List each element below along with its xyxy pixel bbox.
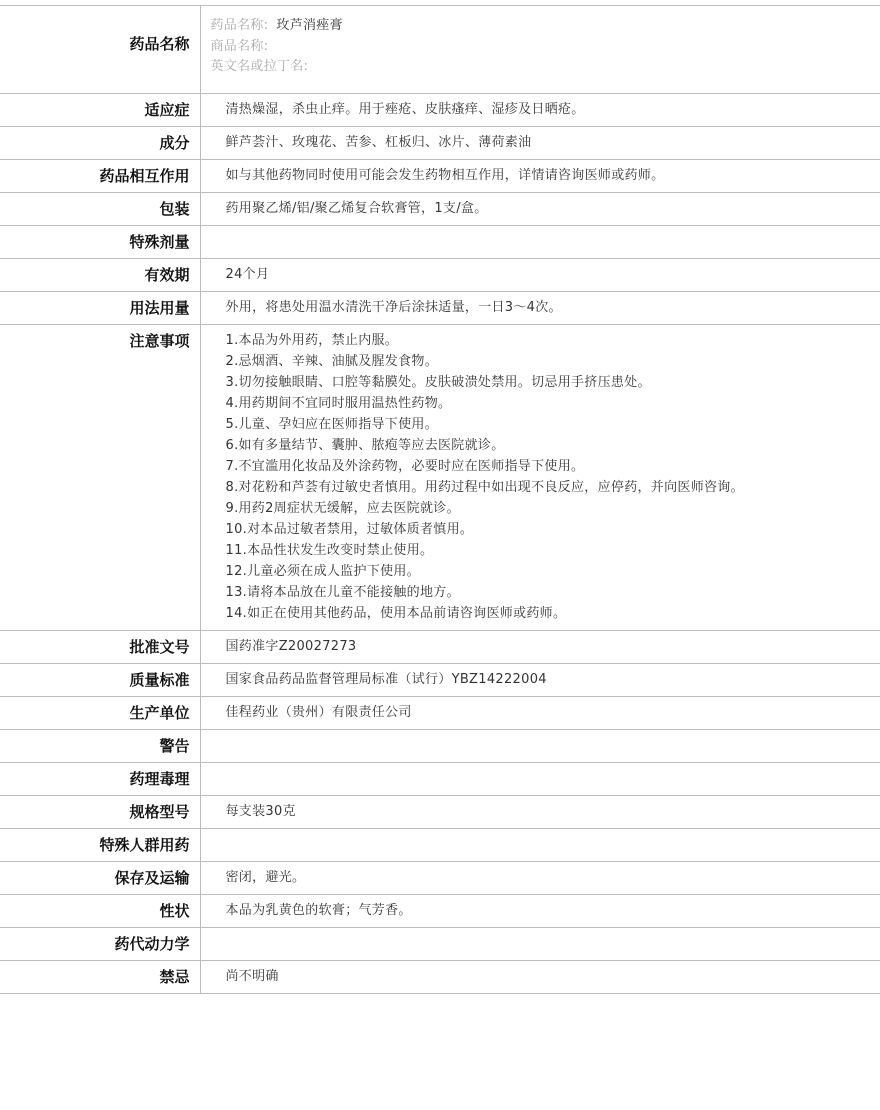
row-dosage: [0, 292, 880, 325]
row-value: [200, 829, 880, 862]
row-label: 药代动力学: [0, 928, 200, 961]
row-label: 药品名称: [0, 6, 200, 94]
row-pharmacology: [0, 763, 880, 796]
row-value: [200, 730, 880, 763]
row-value: 24个月: [200, 259, 880, 292]
trade-name-key: 商品名称:: [210, 38, 269, 54]
row-value: [200, 226, 880, 259]
row-manufacturer: [0, 697, 880, 730]
precaution-item: 7.不宜滥用化妆品及外涂药物，必要时应在医师指导下使用。: [225, 459, 585, 474]
row-ingredients: [0, 127, 880, 160]
row-label: 注意事项: [0, 325, 200, 631]
precaution-item: 11.本品性状发生改变时禁止使用。: [225, 543, 434, 558]
row-label: 质量标准: [0, 664, 200, 697]
row-quality-standard: [0, 664, 880, 697]
row-shelf-life: [0, 259, 880, 292]
precaution-item: 3.切勿接触眼睛、口腔等黏膜处。皮肤破溃处禁用。切忌用手挤压患处。: [225, 375, 651, 390]
precaution-item: 10.对本品过敏者禁用，过敏体质者慎用。: [225, 522, 474, 537]
precaution-item: 8.对花粉和芦荟有过敏史者慎用。用药过程中如出现不良反应，应停药，并向医师咨询。: [225, 480, 744, 495]
generic-name-value: 玫芦消痤膏: [276, 18, 343, 33]
latin-name-line: [211, 57, 880, 78]
row-specification: [0, 796, 880, 829]
precaution-item: 1.本品为外用药，禁止内服。: [225, 333, 399, 348]
row-drug-interactions: [0, 160, 880, 193]
row-label: 适应症: [0, 94, 200, 127]
row-label: 保存及运输: [0, 862, 200, 895]
row-value: 鲜芦荟汁、玫瑰花、苦参、杠板归、冰片、薄荷素油: [200, 127, 880, 160]
row-label: 药理毒理: [0, 763, 200, 796]
row-label: 特殊剂量: [0, 226, 200, 259]
row-storage: [0, 862, 880, 895]
row-label: 警告: [0, 730, 200, 763]
row-precautions: [0, 325, 880, 631]
row-indications: [0, 94, 880, 127]
row-description: [0, 895, 880, 928]
row-value: 清热燥湿，杀虫止痒。用于痤疮、皮肤瘙痒、湿疹及日晒疮。: [200, 94, 880, 127]
row-value: 国家食品药品监督管理局标准（试行）YBZ14222004: [200, 664, 880, 697]
row-value: 国药准字Z20027273: [200, 631, 880, 664]
row-label: 禁忌: [0, 961, 200, 994]
row-value: 佳程药业（贵州）有限责任公司: [200, 697, 880, 730]
row-value: [200, 928, 880, 961]
row-label: 成分: [0, 127, 200, 160]
precaution-item: 6.如有多量结节、囊肿、脓疱等应去医院就诊。: [225, 438, 505, 453]
row-contraindications: [0, 961, 880, 994]
precaution-item: 14.如正在使用其他药品，使用本品前请咨询医师或药师。: [225, 606, 567, 621]
trade-name-line: [211, 37, 880, 58]
precaution-item: 4.用药期间不宜同时服用温热性药物。: [225, 396, 452, 411]
row-label: 性状: [0, 895, 200, 928]
row-pharmacokinetics: [0, 928, 880, 961]
row-label: 包装: [0, 193, 200, 226]
precaution-item: 9.用药2周症状无缓解，应去医院就诊。: [225, 501, 460, 516]
row-value: [200, 763, 880, 796]
precaution-item: 2.忌烟酒、辛辣、油腻及腥发食物。: [225, 354, 439, 369]
row-label: 特殊人群用药: [0, 829, 200, 862]
row-label: 有效期: [0, 259, 200, 292]
latin-name-key: 英文名或拉丁名:: [210, 59, 309, 74]
row-special-dosage: [0, 226, 880, 259]
row-value: 尚不明确: [200, 961, 880, 994]
generic-name-key: 药品名称:: [210, 18, 269, 33]
row-drug-name: [0, 6, 880, 94]
row-value: 如与其他药物同时使用可能会发生药物相互作用，详情请咨询医师或药师。: [200, 160, 880, 193]
row-label: 生产单位: [0, 697, 200, 730]
row-value: 药用聚乙烯/铝/聚乙烯复合软膏管，1支/盒。: [200, 193, 880, 226]
drug-info-table: [0, 5, 880, 994]
row-value: 密闭，避光。: [200, 862, 880, 895]
row-approval-number: [0, 631, 880, 664]
row-special-populations: [0, 829, 880, 862]
precaution-item: 12.儿童必须在成人监护下使用。: [225, 564, 420, 579]
row-value: 本品为乳黄色的软膏；气芳香。: [200, 895, 880, 928]
precaution-item: 5.儿童、孕妇应在医师指导下使用。: [225, 417, 439, 432]
generic-name-line: [211, 16, 880, 37]
drug-name-details: [200, 6, 880, 94]
row-label: 规格型号: [0, 796, 200, 829]
row-label: 批准文号: [0, 631, 200, 664]
row-value: 每支装30克: [200, 796, 880, 829]
precautions-list: [200, 325, 880, 631]
precaution-item: 13.请将本品放在儿童不能接触的地方。: [225, 585, 460, 600]
row-packaging: [0, 193, 880, 226]
row-value: 外用，将患处用温水清洗干净后涂抹适量，一日3～4次。: [200, 292, 880, 325]
row-warning: [0, 730, 880, 763]
row-label: 用法用量: [0, 292, 200, 325]
row-label: 药品相互作用: [0, 160, 200, 193]
